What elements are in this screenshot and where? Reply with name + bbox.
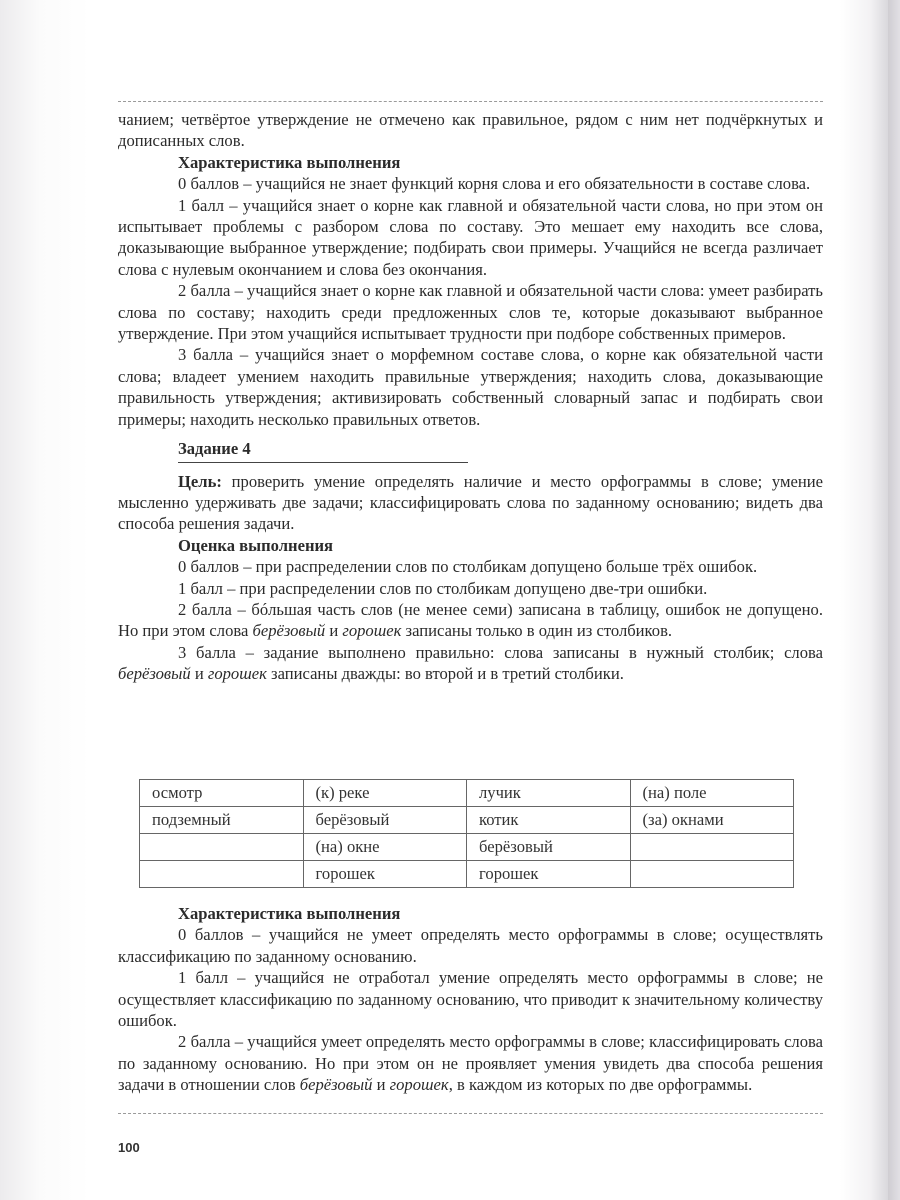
continuation-paragraph: чанием; четвёртое утверждение не отмечено как правильное, рядом с ним нет подчёркнутых и дописанных слов. (118, 110, 823, 151)
example-word: горошек (207, 664, 267, 684)
table-cell (630, 861, 794, 888)
page-body (118, 109, 823, 685)
text: и (325, 621, 343, 641)
table-cell: берёзовый (303, 807, 467, 834)
top-dashed-rule (118, 101, 823, 102)
assessment-heading: Оценка выполнения (178, 535, 334, 555)
table-cell: берёзовый (467, 834, 631, 861)
table-cell (630, 834, 794, 861)
text: 2 балла – бóльшая часть слов (не менее семи) записана в таблицу, ошибок не допущено. Но при этом слова (118, 599, 823, 641)
text: , в каждом из которых по две орфограммы. (448, 1075, 753, 1095)
table-row (140, 807, 794, 834)
page-body-lower (118, 903, 823, 1096)
table-row (140, 834, 794, 861)
example-word: берёзовый (252, 621, 326, 641)
text: и (372, 1075, 390, 1095)
table-row (140, 861, 794, 888)
text: записаны только в один из столбиков. (401, 621, 673, 641)
example-word: горошек (389, 1075, 449, 1095)
table-cell: горошек (467, 861, 631, 888)
table-cell: осмотр (140, 780, 304, 807)
characteristic-score-0: 0 баллов – учащийся не умеет определять место орфограммы в слове; осуществлять классификацию по заданному основанию. (118, 925, 823, 966)
text: и (190, 664, 208, 684)
bottom-dashed-rule (118, 1113, 823, 1114)
task-4-title-text: Задание 4 (178, 439, 251, 459)
criterion-3: 3 балла – учащийся знает о морфемном составе слова, о корне как обязательной части слова; владеет умением находить правильные утверждения; находить слова, доказывающие правильность утверждения; активизировать собственный словарный запас и подбирать свои примеры; находить несколько правильных ответов. (118, 345, 823, 429)
goal-text: проверить умение определять наличие и место орфограммы в слове; умение мысленно удерживать две задачи; классифицировать слова по заданному основанию; видеть два способа решения задачи. (118, 471, 823, 534)
word-table (139, 779, 794, 888)
page-number: 100 (118, 1140, 140, 1155)
table-cell: (на) поле (630, 780, 794, 807)
table-cell (140, 834, 304, 861)
table-cell: (за) окнами (630, 807, 794, 834)
goal-label: Цель: (178, 471, 222, 491)
task-goal (118, 471, 823, 535)
criterion-2: 2 балла – учащийся знает о корне как главной и обязательной части слова: умеет разбирать слова по составу; находить среди предложенных слов те, которые доказывают выбранное утверждение. При этом учащийся испытывает трудности при подборе собственных примеров. (118, 281, 823, 344)
table-cell: (на) окне (303, 834, 467, 861)
example-word: берёзовый (299, 1075, 373, 1095)
assessment-score-3 (118, 642, 823, 685)
example-word: горошек (342, 621, 402, 641)
text: записаны дважды: во второй и в третий столбики. (266, 664, 624, 684)
table-row (140, 780, 794, 807)
table-cell: лучик (467, 780, 631, 807)
characteristic-heading: Характеристика выполнения (178, 904, 401, 923)
assessment-score-0: 0 баллов – при распределении слов по столбикам допущено больше трёх ошибок. (178, 557, 758, 577)
criterion-0: 0 баллов – учащийся не знает функций корня слова и его обязательности в составе слова. (178, 174, 811, 194)
criterion-1: 1 балл – учащийся знает о корне как главной и обязательной части слова, но при этом он испытывает проблемы с разбором слова по составу. Это мешает ему находить все слова, доказывающие выбранное утверждение; подбирать свои примеры. Учащийся не всегда различает слова с нулевым окончанием и слова без окончания. (118, 195, 823, 279)
page-edge-shadow (888, 0, 900, 1200)
table-cell (140, 861, 304, 888)
example-word: берёзовый (118, 664, 191, 684)
task-4-title (178, 438, 468, 462)
table-cell: котик (467, 807, 631, 834)
text: 3 балла – задание выполнено правильно: слова записаны в нужный столбик; слова (178, 642, 823, 662)
table-cell: (к) реке (303, 780, 467, 807)
characteristic-score-2 (118, 1031, 823, 1095)
table-cell: горошек (303, 861, 467, 888)
table-cell: подземный (140, 807, 304, 834)
section-heading: Характеристика выполнения (178, 152, 401, 172)
characteristic-score-1: 1 балл – учащийся не отработал умение определять место орфограммы в слове; не осуществляет классификацию по заданному основанию, что приводит к значительному количеству ошибок. (118, 968, 823, 1031)
assessment-score-1: 1 балл – при распределении слов по столбикам допущено две-три ошибки. (178, 578, 708, 598)
text: 2 балла – учащийся умеет определять место орфограммы в слове; классифицировать слова по заданному основанию. Но при этом он не проявляет умения увидеть два способа решения задачи в отношении слов (118, 1032, 823, 1095)
assessment-score-2 (118, 599, 823, 642)
